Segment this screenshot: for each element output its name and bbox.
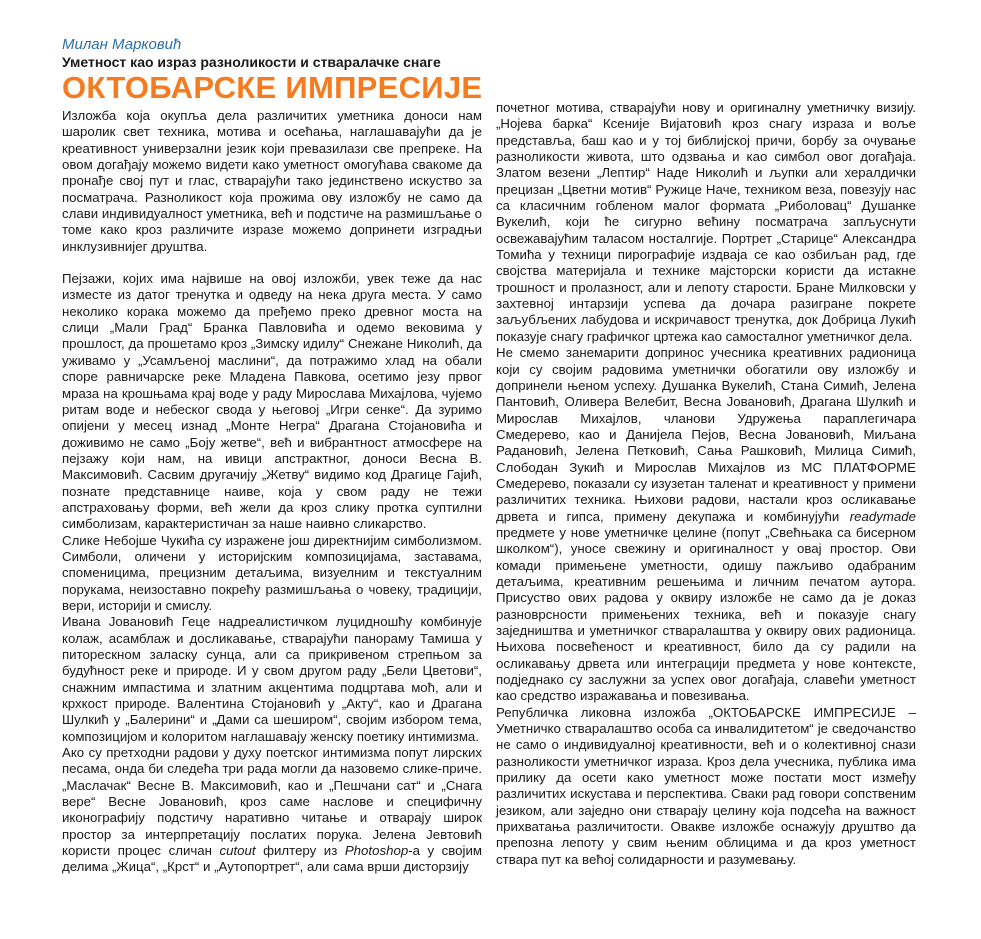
article-header <box>62 36 502 105</box>
article-subtitle: Уметност као израз разноликости и стваралачке снаге <box>62 54 441 70</box>
article-title: ОКТОБАРСКЕ ИМПРЕСИЈЕ <box>62 70 483 105</box>
paragraph-landscapes: Пејзажи, којих има највише на овој изложби, увек теже да нас изместе из датог тренутка и одведу на нека друга места. У само неколико корака можемо да пређемо преко древног моста на слици „Мали Град“ Бранка Павловића и одемо вековима у прошлост, да прошетамо кроз „Зимску идилу“ Снежане Николић, да уживамо у „Усамљеној маслини“, да потражимо хлад на обали споре равничарске реке Младена Павкова, осетимо језу првог мраза на крошњама крај воде у раду Мирослава Михајлова, чујемо ритам воде и небеског свода у његовој „Игри сенке“. Да зуримо опијени у месец изнад „Монте Негра“ Драгана Стојановића и доживимо не само „Боју жетве“, већ и вибрантност атмосфере на пејзажу који нам, на ивици апстрактног, доноси Весна В. Максимовић. Сасвим другачију „Жетву“ видимо код Драгице Гајић, познате представнице наиве, која у свом раду не тежи апстраховању форми, већ жели да кроз слику протка суптилни симболизам, карактеристичан за наше наивно сликарство. <box>62 271 482 532</box>
paragraph-intimism: Ивана Јовановић Геце надреалистичком луцидношћу комбинује колаж, асамблаж и досликавање, стварајући панораму Тамиша у питорескном заласку сунца, али са прикривеном стрепњом за будућност реке и природе. И у свом другом раду „Бели Цветови“, снажним импастима и златним акцентима подцртава моћ, али и крхкост природе. Валентина Стојановић у „Акту“, као и Драгана Шулкић у „Балерини“ и „Дами са шеширом“, својим избором тема, композицијом и колоритом наглашавају женску поетику интимизма. <box>62 614 482 744</box>
text-run: Не смемо занемарити допринос учесника креативних радионица који су својим радовима уметнички обогатили ову изложбу и допринели њеном успеху. Душанка Вукелић, Стана Симић, Јелена Пантовић, Оливера Велебит, Весна Јовановић, Драгана Шулкић и Мирослав Михајлов, чланови Удружења параплегичара Смедерево, као и Данијела Пејов, Весна Јовановић, Миљана Радановић, Јелена Петковић, Сања Рашковић, Милица Симић, Слободан Зукић и Мирослав Михајлов из МС ПЛАТФОРМЕ Смедерево, показали су изузетан таленат и креативност у примени различитих техника. Њихови радови, настали кроз осликавање дрвета и гипса, примену декупажа и комбинујући <box>496 345 916 524</box>
text-run: Ако су претходни радови у духу поетског интимизма попут лирских песама, онда би следећа три рада могли да назовемо слике-приче. „Маслачак“ Весне В. Максимовић, као и „Пешчани сат“ и „Снага вере“ Весне Јовановић, кроз саме наслове и специфичну иконографију подстичу наративно читање и отварају широк простор за интерпретацију послатих порука. Јелена Јевтовић користи процес сличан <box>62 745 482 859</box>
paragraph-intro: Изложба која окупља дела различитих уметника доноси нам шаролик свет техника, мотива и осећања, наглашавајући да је креативност универзални језик који превазилази све препреке. На овом догађају можемо видети како уметност омогућава свакоме да пронађе свој пут и глас, стварајући тако јединствено искуство за посматрача. Разноликост која прожима ову изложбу не само да слави индивидуалност уметника, већ и подстиче на размишљање о томе како кроз различите изразе можемо допринети изградњи инклузивнијег друштва. <box>62 108 482 254</box>
paragraph-gap <box>62 255 482 271</box>
paragraph-story-paintings <box>62 745 482 876</box>
text-run: -а у својим делима „Жица“, „Крст“ и „Аутопортрет“, али сама врши дисторзију <box>62 843 482 875</box>
paragraph-continuation: почетног мотива, стварајући нову и оригиналну уметничку визију. „Нојева барка“ Ксеније Вијатовић кроз снагу израза и воље представља, баш као и у тој библијској причи, борбу за очување разноликости живота, што одзвања и као симбол овог догађаја. Златом везени „Лептир“ Наде Николић и љупки али хералдички прецизан „Цветни мотив“ Ружице Наче, техником веза, повезују нас са класичним гобленом малог формата „Риболовац“ Душанке Вукелић, који ће сигурно већину посматрача запљуснути освежавајућим таласом носталгије. Портрет „Старице“ Александра Томића у техници пирографије издваја се као озбиљан рад, где својства материјала и технике мајсторски користи да истакне трошност и пролазност, али и лепоту старости. Бране Милковски у захтевној интарзији успева да дочара разигране покрете заљубљених лабудова и искричавост тренутка, док Добрица Лукић показује снагу графичког цртежа као самосталног уметничког дела. <box>496 100 916 344</box>
paragraph-symbolism: Слике Небојше Чукића су изражене још директнијим симболизмом. Симболи, оличени у историјским композицијама, заставама, споменицима, прецизним детаљима, визуелним и текстуалним порукама, неизоставно покрећу размишљања о човеку, традицији, вери, историји и смислу. <box>62 532 482 613</box>
right-column <box>496 100 916 868</box>
italic-term-readymade: readymade <box>849 508 916 524</box>
author-name: Милан Марковић <box>62 36 182 53</box>
paragraph-conclusion: Републичка ликовна изложба „ОКТОБАРСКЕ ИМПРЕСИЈЕ – Уметничко стваралаштво особа са инвалидитетом“ је сведочанство не само о индивидуалној креативности, већ и о колективној снази разноликости уметничког израза. Кроз дела учесника, публика има прилику да осети како уметност може постати мост између различитих искустава и перспектива. Сваки рад говори сопственим језиком, али заједно они стварају целину која подсећа на важност прихватања различитости. Овакве изложбе оснажују друштво да препозна лепоту у свим њеним облицима и да кроз уметност ствара пут ка већој солидарности и разумевању. <box>496 704 916 867</box>
text-run: предмете у нове уметничке целине (попут „Свећњака са бисерном школком“), уносе свежину и оригиналност у овај простор. Ови комади примењене уметности, одишу пажљиво одабраним детаљима, креативним решењима и личним печатом аутора. Присуство ових радова у оквиру изложбе не само да је доказ разноврсности примењених техника, већ и показује снагу заједништва и уметничког стваралаштва у оквиру ових радионица. Њихова посвећеност и креативност, било да су радили на осликавању дрвета или интеграцији предмета у нове контексте, подједнако су заслужни за успех овог догађаја, славећи уметност као средство изражавања и повезивања. <box>496 524 916 704</box>
text-run: филтеру из <box>255 843 345 859</box>
paragraph-workshops <box>496 345 916 705</box>
italic-term-cutout: cutout <box>219 843 256 859</box>
left-column <box>62 108 482 876</box>
italic-term-photoshop: Photoshop <box>344 843 409 859</box>
